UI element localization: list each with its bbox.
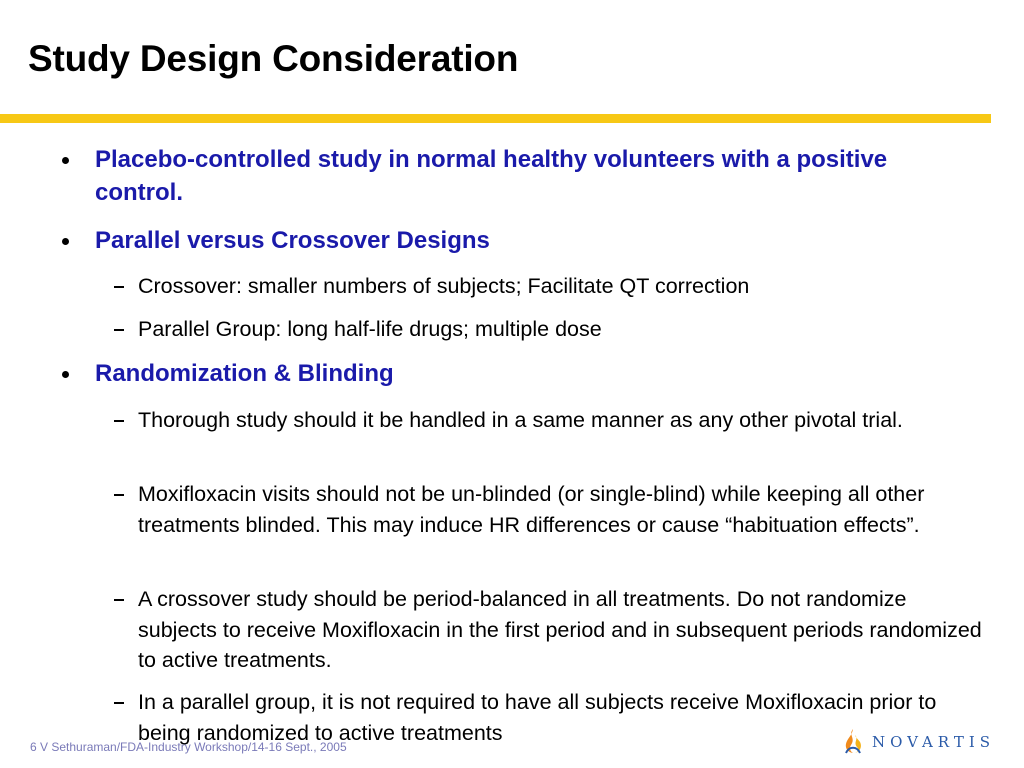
sub-bullet-marker: [114, 599, 124, 601]
sub-bullet-marker: [114, 494, 124, 496]
bullet-item: Parallel versus Crossover Designs: [95, 227, 490, 254]
sub-bullet-marker: [114, 702, 124, 704]
sub-bullet-item: In a parallel group, it is not required to have all subjects receive Moxifloxacin prior to being randomized to active treatments: [138, 690, 937, 745]
logo-wordmark: NOVARTIS: [872, 733, 996, 751]
sub-bullet-item: Moxifloxacin visits should not be un-blinded (or single-blind) while keeping all other treatments blinded. This may induce HR differences or cause “habituation effects”.: [138, 482, 925, 537]
slide-footer: 6 V Sethuraman/FDA-Industry Workshop/14-16 Sept., 2005: [30, 740, 347, 754]
bullet-item: Randomization & Blinding: [95, 360, 394, 387]
sub-bullet-marker: [114, 420, 124, 422]
bullet-marker: [62, 157, 69, 164]
sub-bullet-item: A crossover study should be period-balanced in all treatments. Do not randomize subjects to receive Moxifloxacin in the first period and in subsequent periods randomized to active treatments.: [138, 587, 982, 672]
title-divider: [0, 114, 991, 123]
bullet-item: Placebo-controlled study in normal healthy volunteers with a positive control.: [95, 146, 888, 206]
sub-bullet-item: Thorough study should it be handled in a same manner as any other pivotal trial.: [138, 408, 903, 432]
novartis-flame-icon: [840, 727, 866, 755]
sub-bullet-marker: [114, 329, 124, 331]
sub-bullet-item: Parallel Group: long half-life drugs; multiple dose: [138, 317, 602, 341]
sub-bullet-item: Crossover: smaller numbers of subjects; Facilitate QT correction: [138, 274, 750, 298]
bullet-marker: [62, 371, 69, 378]
bullet-marker: [62, 238, 69, 245]
slide-title: Study Design Consideration: [28, 38, 519, 79]
novartis-logo: [838, 727, 998, 757]
sub-bullet-marker: [114, 286, 124, 288]
